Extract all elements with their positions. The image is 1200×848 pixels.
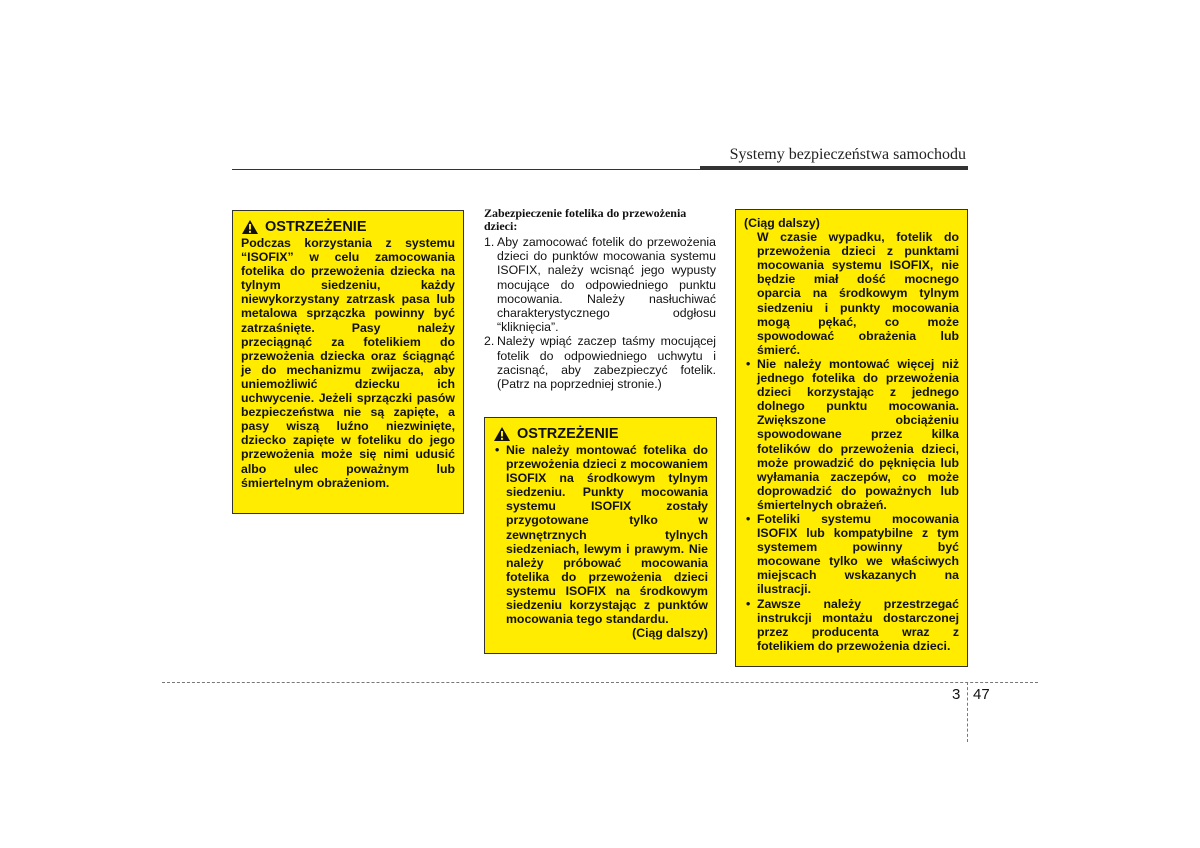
warning-text: Podczas korzystania z systemu “ISOFIX” w celu zamocowania fotelika do przewożenia dziecka na tylnym siedzeniu, każdy niewykorzystany zatrzask pasa lub metalowa sprzączka powinny być zatrzaśnięte. Pasy należy przeciągnąć za fotelikiem do przewożenia dziecka oraz ściągnąć je do mechanizmu zwijacza, aby uniemożliwić dziecku ich uchwycenie. Jeżeli sprzączki pasów bezpieczeństwa nie są zapięte, a pasy wiszą luźno niezwinięte, dziecko zapięte w foteliku do jego przewożenia może się nimi udusić albo ulec poważnym lub śmiertelnym obrażeniom. <box>241 236 455 490</box>
chapter-number: 3 <box>952 686 961 703</box>
footer-page-divider <box>967 682 968 742</box>
warning-heading-text: OSTRZEŻENIE <box>265 218 367 235</box>
continued-label: (Ciąg dalszy) <box>744 216 820 230</box>
header-rule-accent <box>700 166 968 170</box>
warning-box-isofix-belts <box>232 210 464 514</box>
steps-list <box>484 235 716 391</box>
step-text: Należy wpiąć zaczep taśmy mocującej fotelik do odpowiedniego uchwytu i zacisnąć, aby zabezpieczyć fotelik. (Patrz na poprzedniej stronie.) <box>497 334 716 392</box>
list-item: • Nie należy montować fotelika do przewożenia dzieci z mocowaniem ISOFIX na środkowym tylnym siedzeniu. Punkty mocowania systemu ISOFIX zostały przygotowane tylko w zewnętrznych tylnych siedzeniach, lewym i prawym. Nie należy próbować mocowania fotelika do przewożenia dzieci systemu ISOFIX na środkowym siedzeniu korzystając z punktów mocowania tego standardu. <box>493 443 708 626</box>
list-item: • Foteliki systemu mocowania ISOFIX lub kompatybilne z tym systemem powinny być mocowane tylko we właściwych miejscach wskazanych na ilustracji. <box>744 512 959 597</box>
warning-heading-text: OSTRZEŻENIE <box>517 425 619 442</box>
warning-heading <box>241 219 455 235</box>
warning-bullets <box>744 357 959 653</box>
instructions-section <box>484 207 716 391</box>
warning-intro-text: W czasie wypadku, fotelik do przewożenia dzieci z punktami mocowania systemu ISOFIX, nie będzie miał dość mocnego oparcia na środkowym tylnym siedzeniu i punkty mocowania mogą pękać, co może spowodować obrażenia lub śmierć. <box>757 230 959 357</box>
continued-label: (Ciąg dalszy) <box>632 626 708 641</box>
list-item: • Nie należy montować więcej niż jednego fotelika do przewożenia dzieci korzystając z jednego dolnego punktu mocowania. Zwiększone obciążeniu spowodowane przez kilka fotelików do przewożenia dzieci, może prowadzić do pęknięcia lub wyłamania zaczepów, co może doprowadzić do poważnych lub śmiertelnych obrażeń. <box>744 357 959 512</box>
section-title: Zabezpieczenie fotelika do przewożenia dzieci: <box>484 206 687 233</box>
warning-heading <box>493 426 708 442</box>
warning-bullets <box>493 443 708 626</box>
page-header-title: Systemy bezpieczeństwa samochodu <box>729 146 966 163</box>
warning-box-center-seat <box>484 417 717 654</box>
step-number: 2. <box>484 334 495 349</box>
step-number: 1. <box>484 235 495 249</box>
step-text: Aby zamocować fotelik do przewożenia dzieci do punktów mocowania systemu ISOFIX, należy wcisnąć jego wypusty mocujące do odpowiedniego punktu mocowania. Należy nasłuchiwać charakterystycznego odgłosu “kliknięcia”. <box>497 235 716 335</box>
warning-triangle-icon <box>493 426 511 442</box>
warning-triangle-icon <box>241 219 259 235</box>
list-item <box>484 334 716 391</box>
page-number: 47 <box>973 686 990 703</box>
warning-box-continued <box>735 209 968 667</box>
footer-divider <box>162 682 1038 683</box>
list-item: • Zawsze należy przestrzegać instrukcji montażu dostarczonej przez producenta wraz z fotelikiem do przewożenia dzieci. <box>744 597 959 653</box>
list-item <box>484 235 716 334</box>
